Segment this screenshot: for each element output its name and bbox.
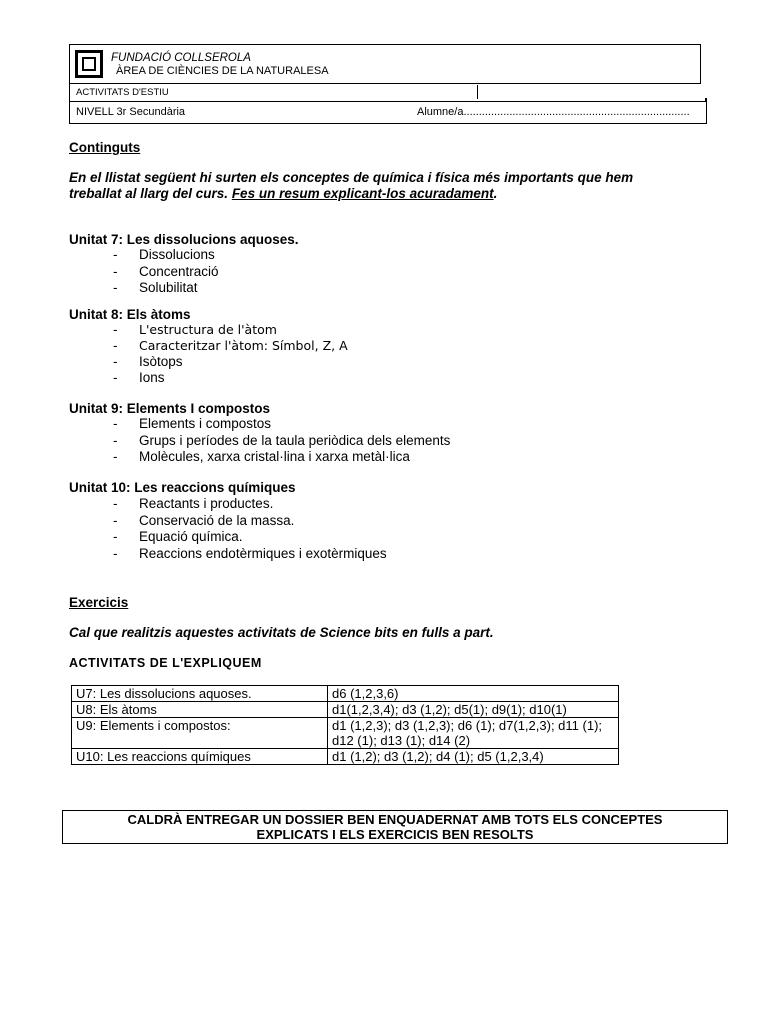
- list-item: - Conservació de la massa.: [113, 513, 295, 528]
- table-cell: d6 (1,2,3,6): [328, 686, 619, 702]
- activities-subheading: ACTIVITATS DE L'EXPLIQUEM: [69, 656, 262, 670]
- org-name: FUNDACIÓ COLLSEROLA: [111, 52, 251, 64]
- list-item: - Grups i períodes de la taula periòdica dels elements: [113, 433, 451, 448]
- list-item: - Ions: [113, 370, 165, 385]
- list-item: - Dissolucions: [113, 247, 215, 262]
- unit-9-title: Unitat 9: Elements I compostos: [69, 401, 271, 416]
- list-item: - L'estructura de l'àtom: [113, 322, 277, 337]
- table-cell: U10: Les reaccions químiques: [72, 749, 328, 765]
- divider-mark: [477, 85, 478, 99]
- activities-table: [71, 685, 619, 765]
- summary-instruction: Fes un resum explicant-los acuradament: [231, 186, 494, 201]
- activities-label: ACTIVITATS D'ESTIU: [76, 87, 169, 98]
- exercises-intro: Cal que realitzis aquestes activitats de Science bits en fulls a part.: [69, 625, 494, 640]
- school-logo-icon: [75, 50, 103, 78]
- list-item: - Elements i compostos: [113, 416, 272, 431]
- list-item: - Reaccions endotèrmiques i exotèrmiques: [113, 546, 387, 561]
- table-cell: d1 (1,2,3); d3 (1,2,3); d6 (1); d7(1,2,3); d11 (1); d12 (1); d13 (1); d14 (2): [328, 718, 619, 749]
- list-item: - Isòtops: [113, 354, 183, 369]
- final-notice: [62, 810, 728, 844]
- level-row: [69, 101, 707, 124]
- table-cell: d1 (1,2); d3 (1,2); d4 (1); d5 (1,2,3,4): [328, 749, 619, 765]
- exercises-heading: Exercicis: [69, 595, 129, 610]
- contents-intro: En el llistat següent hi surten els conceptes de química i física més importants que hem treballat al llarg del curs. Fes un resum explicant-los acuradament.: [69, 170, 634, 201]
- activities-row: [69, 83, 701, 102]
- list-item: - Caracteritzar l'àtom: Símbol, Z, A: [113, 338, 348, 353]
- table-row: [72, 718, 619, 749]
- level-label: NIVELL 3r Secundària: [76, 106, 186, 118]
- table-row: [72, 749, 619, 765]
- list-item: - Solubilitat: [113, 280, 198, 295]
- table-cell: U7: Les dissolucions aquoses.: [72, 686, 328, 702]
- table-row: [72, 686, 619, 702]
- list-item: - Concentració: [113, 264, 219, 279]
- table-cell: d1(1,2,3,4); d3 (1,2); d5(1); d9(1); d10(1): [328, 702, 619, 718]
- table-cell: U9: Elements i compostos:: [72, 718, 328, 749]
- unit-7-title: Unitat 7: Les dissolucions aquoses.: [69, 232, 299, 247]
- list-item: - Reactants i productes.: [113, 496, 274, 511]
- list-item: - Equació química.: [113, 529, 243, 544]
- student-field: Alumne/a..........................................................................: [417, 106, 690, 118]
- table-row: [72, 702, 619, 718]
- unit-10-title: Unitat 10: Les reaccions químiques: [69, 480, 296, 495]
- list-item: - Molècules, xarxa cristal·lina i xarxa metàl·lica: [113, 449, 410, 464]
- final-notice-line: EXPLICATS I ELS EXERCICIS BEN RESOLTS: [256, 827, 534, 842]
- area-name: ÀREA DE CIÈNCIES DE LA NATURALESA: [116, 65, 329, 77]
- unit-8-title: Unitat 8: Els àtoms: [69, 307, 191, 322]
- contents-heading: Continguts: [69, 140, 141, 155]
- final-notice-line: CALDRÀ ENTREGAR UN DOSSIER BEN ENQUADERNAT AMB TOTS ELS CONCEPTES: [127, 812, 663, 827]
- table-cell: U8: Els àtoms: [72, 702, 328, 718]
